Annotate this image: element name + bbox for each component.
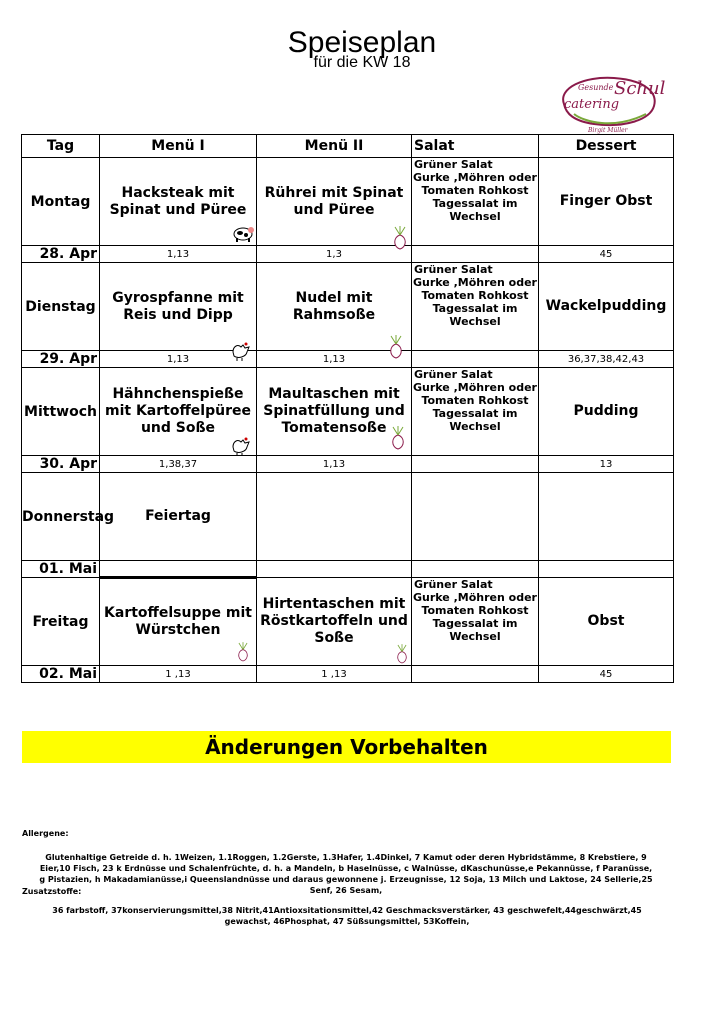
date-row	[22, 246, 674, 263]
allergen-code	[412, 561, 539, 578]
menu1-cell: Kartoffelsuppe mit Würstchen	[100, 578, 257, 666]
date-row	[22, 666, 674, 683]
allergen-code: 1,13	[257, 456, 412, 473]
day-cell: Freitag	[22, 578, 100, 666]
chicken-icon	[228, 435, 252, 457]
date-cell: 28. Apr	[22, 246, 100, 263]
dessert-cell: Obst	[539, 578, 674, 666]
salat-cell	[412, 473, 539, 561]
allergen-code	[539, 561, 674, 578]
svg-text:Birgit Müller: Birgit Müller	[588, 127, 628, 134]
allergen-code	[100, 561, 257, 578]
day-cell: Mittwoch	[22, 368, 100, 456]
svg-text:Schul: Schul	[614, 78, 666, 99]
allergens-heading: Allergene:	[22, 829, 69, 838]
date-cell: 29. Apr	[22, 351, 100, 368]
allergen-code: 1,13	[100, 246, 257, 263]
table-row	[22, 158, 674, 246]
beet-icon	[393, 643, 411, 665]
dessert-cell	[539, 473, 674, 561]
table-row	[22, 368, 674, 456]
dessert-cell: Wackelpudding	[539, 263, 674, 351]
page-title: Speiseplan	[287, 26, 437, 59]
date-cell: 01. Mai	[22, 561, 100, 578]
allergen-code	[412, 246, 539, 263]
allergen-code: 1 ,13	[257, 666, 412, 683]
dessert-cell: Finger Obst	[539, 158, 674, 246]
date-row	[22, 561, 674, 578]
column-header: Tag	[22, 135, 100, 158]
allergen-code: 1,13	[100, 351, 257, 368]
day-cell: Dienstag	[22, 263, 100, 351]
allergen-code: 1 ,13	[100, 666, 257, 683]
changes-banner: Änderungen Vorbehalten	[22, 731, 671, 763]
allergen-code: 36,37,38,42,43	[539, 351, 674, 368]
menu1-cell: Hacksteak mit Spinat und Püree	[100, 158, 257, 246]
table-row	[22, 578, 674, 666]
salat-cell: Grüner Salat Gurke ,Möhren oder Tomaten Rohkost Tagessalat im Wechsel	[412, 263, 539, 351]
allergens-text: Glutenhaltige Getreide d. h. 1Weizen, 1.1Roggen, 1.2Gerste, 1.3Hafer, 1.4Dinkel, 7 Kamut oder deren Hybridstämme, 8 Krebstiere, 9 Eier,10 Fisch, 23 k Erdnüsse und Schalenfrüchte, d. h. a Mandeln, b Haselnüsse, c Walnüsse, dKaschunüsse,e Pekannüsse, f Paranüsse, g Pistazien, h Makadamianüsse,i Queenslandnüsse und daraus gewonnene j. Erzeugnisse, 12 Soja, 13 Milch und Laktose, 24 Sellerie,25 Senf, 26 Sesam,	[39, 853, 653, 895]
menu2-cell: Nudel mit Rahmsoße	[257, 263, 412, 351]
salat-cell: Grüner Salat Gurke ,Möhren oder Tomaten Rohkost Tagessalat im Wechsel	[412, 578, 539, 666]
date-cell: 30. Apr	[22, 456, 100, 473]
cow-icon	[232, 223, 254, 243]
column-header: Menü I	[100, 135, 257, 158]
salat-cell: Grüner Salat Gurke ,Möhren oder Tomaten Rohkost Tagessalat im Wechsel	[412, 368, 539, 456]
salat-cell: Grüner Salat Gurke ,Möhren oder Tomaten Rohkost Tagessalat im Wechsel	[412, 158, 539, 246]
table-row	[22, 473, 674, 561]
table-row	[22, 263, 674, 351]
beet-icon	[387, 425, 409, 451]
menu-table	[21, 134, 674, 683]
additives-text: 36 farbstoff, 37konservierungsmittel,38 Nitrit,41Antioxsitationsmittel,42 Geschmacksverstärker, 43 geschwefelt,44geschwärzt,45 gewachst, 46Phosphat, 47 Süßsungsmittel, 53Koffein,	[52, 906, 642, 926]
day-cell: Donnerstag	[22, 473, 100, 561]
beet-icon	[234, 641, 252, 663]
menu1-cell: Gyrospfanne mit Reis und Dipp	[100, 263, 257, 351]
allergen-code	[257, 561, 412, 578]
date-row	[22, 456, 674, 473]
allergen-code	[412, 456, 539, 473]
menu1-cell: Hähnchenspieße mit Kartoffelpüree und Soße	[100, 368, 257, 456]
catering-logo	[554, 70, 664, 134]
allergen-code: 13	[539, 456, 674, 473]
svg-text:Gesunde: Gesunde	[578, 83, 614, 92]
allergen-code: 45	[539, 666, 674, 683]
allergen-code: 1,13	[257, 351, 412, 368]
menu2-cell	[257, 473, 412, 561]
allergen-code: 45	[539, 246, 674, 263]
page-subtitle: für die KW 18	[313, 54, 411, 71]
allergen-code	[412, 666, 539, 683]
menu1-cell: Feiertag	[100, 473, 257, 561]
allergen-code: 1,38,37	[100, 456, 257, 473]
allergen-code	[412, 351, 539, 368]
menu2-cell: Rührei mit Spinat und Püree	[257, 158, 412, 246]
day-cell: Montag	[22, 158, 100, 246]
column-header: Dessert	[539, 135, 674, 158]
menu2-cell: Maultaschen mit Spinatfüllung und Tomatensoße	[257, 368, 412, 456]
column-header: Menü II	[257, 135, 412, 158]
dessert-cell: Pudding	[539, 368, 674, 456]
menu2-cell: Hirtentaschen mit Röstkartoffeln und Soße	[257, 578, 412, 666]
svg-text:catering: catering	[564, 97, 620, 112]
header-row	[22, 135, 674, 158]
allergen-code: 1,3	[257, 246, 412, 263]
date-cell: 02. Mai	[22, 666, 100, 683]
additives-heading: Zusatzstoffe:	[22, 887, 82, 896]
date-row	[22, 351, 674, 368]
column-header: Salat	[412, 135, 539, 158]
